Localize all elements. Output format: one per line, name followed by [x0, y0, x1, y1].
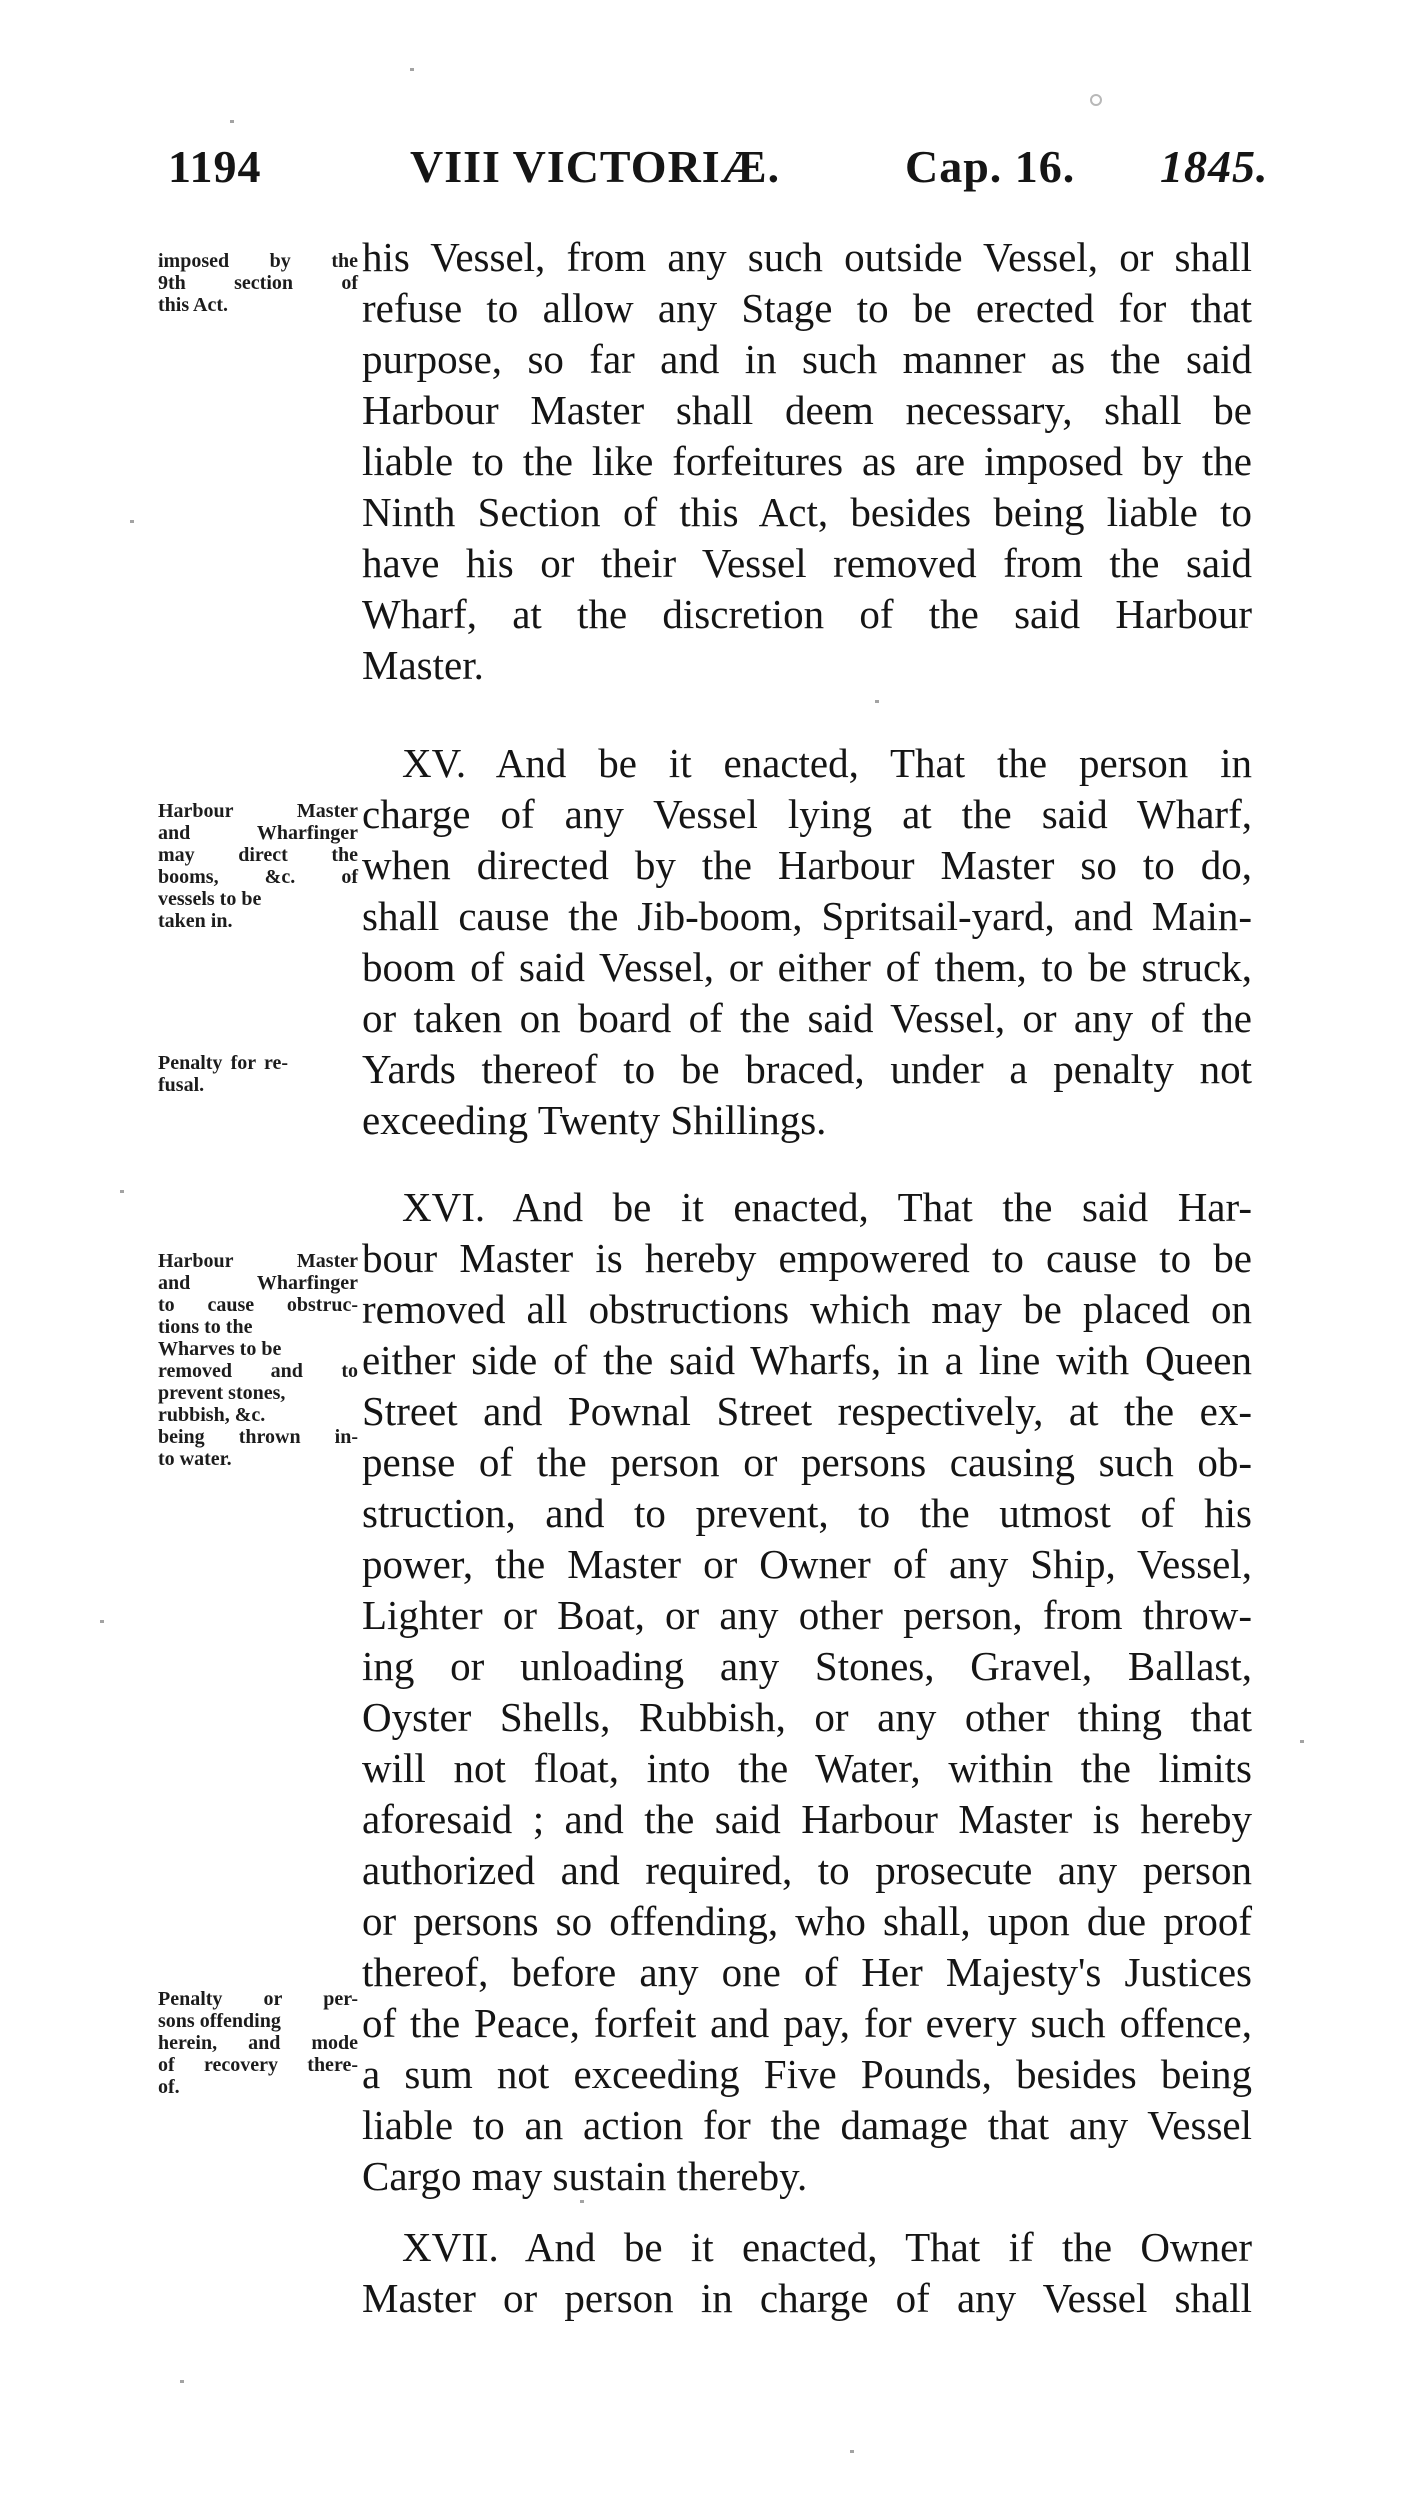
note-line: of. [158, 2076, 180, 2098]
note-line: Penalty for re- [158, 1052, 288, 1074]
note-line: and Wharfinger [158, 822, 358, 844]
marginal-note [158, 1250, 358, 1470]
text-line: will not float, into the Water, within the limits [362, 1745, 1252, 1791]
year-label: 1845. [1160, 141, 1269, 192]
marginal-note [158, 800, 358, 932]
text-line: Harbour Master shall deem necessary, shall be [362, 387, 1252, 433]
note-line: of recovery there- [158, 2054, 358, 2076]
text-line: Lighter or Boat, or any other person, from throw- [362, 1592, 1252, 1638]
note-line: to water. [158, 1448, 232, 1470]
print-speck [1090, 94, 1102, 106]
note-line: may direct the [158, 844, 358, 866]
print-speck [120, 1190, 124, 1193]
text-line: liable to the like forfeitures as are imposed by the [362, 438, 1252, 484]
text-line: aforesaid ; and the said Harbour Master is hereby [362, 1796, 1252, 1842]
note-line: this Act. [158, 294, 228, 316]
text-line: authorized and required, to prosecute any person [362, 1847, 1252, 1893]
note-line: fusal. [158, 1074, 205, 1096]
note-line: Harbour Master [158, 1250, 358, 1272]
text-line: removed all obstructions which may be placed on [362, 1286, 1252, 1332]
note-line: and Wharfinger [158, 1272, 358, 1294]
text-line: Master or person in charge of any Vessel shall [362, 2275, 1252, 2321]
text-line: ing or unloading any Stones, Gravel, Ballast, [362, 1643, 1252, 1689]
print-speck [850, 2450, 854, 2453]
marginal-note [158, 250, 358, 316]
note-line: to cause obstruc- [158, 1294, 358, 1316]
print-speck [130, 520, 134, 523]
section-heading-line: XVII. And be it enacted, That if the Owner [402, 2224, 1252, 2270]
running-title: VIII VICTORIÆ. [410, 141, 781, 192]
note-line: Wharves to be [158, 1338, 282, 1360]
text-line: refuse to allow any Stage to be erected for that [362, 285, 1252, 331]
note-line: rubbish, &c. [158, 1404, 266, 1426]
note-line: removed and to [158, 1360, 358, 1382]
text-line: Oyster Shells, Rubbish, or any other thing that [362, 1694, 1252, 1740]
note-line: Penalty or per- [158, 1988, 358, 2010]
text-line: thereof, before any one of Her Majesty's Justices [362, 1949, 1252, 1995]
text-line: power, the Master or Owner of any Ship, Vessel, [362, 1541, 1252, 1587]
section-xvi [362, 1182, 1252, 2202]
note-line: vessels to be [158, 888, 262, 910]
text-line: pense of the person or persons causing such ob- [362, 1439, 1252, 1485]
note-line: 9th section of [158, 272, 358, 294]
text-line: of the Peace, forfeit and pay, for every such offence, [362, 2000, 1252, 2046]
print-speck [100, 1620, 104, 1623]
text-line: or persons so offending, who shall, upon due proof [362, 1898, 1252, 1944]
text-line: Ninth Section of this Act, besides being liable to [362, 489, 1252, 535]
section-heading-line: XV. And be it enacted, That the person in [402, 740, 1252, 786]
print-speck [875, 700, 879, 703]
marginal-note [158, 1052, 288, 1096]
text-line: liable to an action for the damage that any Vessel [362, 2102, 1252, 2148]
paragraph-continuation [362, 232, 1252, 691]
section-heading-line: XVI. And be it enacted, That the said Har- [402, 1184, 1252, 1230]
print-speck [1300, 1740, 1304, 1743]
text-line: Master. [362, 642, 484, 688]
marginal-note [158, 1988, 358, 2098]
note-line: sons offending [158, 2010, 281, 2032]
text-line: Yards thereof to be braced, under a penalty not [362, 1046, 1252, 1092]
note-line: Harbour Master [158, 800, 358, 822]
text-line: a sum not exceeding Five Pounds, besides being [362, 2051, 1252, 2097]
text-line: charge of any Vessel lying at the said Wharf, [362, 791, 1252, 837]
print-speck [180, 2380, 184, 2383]
note-line: taken in. [158, 910, 233, 932]
print-speck [580, 2200, 584, 2203]
section-xv [362, 738, 1252, 1146]
note-line: herein, and mode [158, 2032, 358, 2054]
note-line: imposed by the [158, 250, 358, 272]
text-line: purpose, so far and in such manner as the said [362, 336, 1252, 382]
text-line: when directed by the Harbour Master so to do, [362, 842, 1252, 888]
text-line: Cargo may sustain thereby. [362, 2153, 808, 2199]
print-speck [230, 120, 234, 123]
note-line: booms, &c. of [158, 866, 358, 888]
note-line: being thrown in- [158, 1426, 358, 1448]
text-line: his Vessel, from any such outside Vessel, or shall [362, 234, 1252, 280]
text-line: struction, and to prevent, to the utmost of his [362, 1490, 1252, 1536]
text-line: bour Master is hereby empowered to cause to be [362, 1235, 1252, 1281]
text-line: Wharf, at the discretion of the said Harbour [362, 591, 1252, 637]
text-line: or taken on board of the said Vessel, or any of the [362, 995, 1252, 1041]
chapter-label: Cap. 16. [905, 141, 1076, 192]
page-number: 1194 [168, 141, 262, 192]
text-line: have his or their Vessel removed from the said [362, 540, 1252, 586]
text-line: boom of said Vessel, or either of them, to be struck, [362, 944, 1252, 990]
note-line: prevent stones, [158, 1382, 286, 1404]
section-xvii [362, 2222, 1252, 2324]
text-line: exceeding Twenty Shillings. [362, 1097, 827, 1143]
note-line: tions to the [158, 1316, 253, 1338]
text-line: Street and Pownal Street respectively, at the ex- [362, 1388, 1252, 1434]
text-line: shall cause the Jib-boom, Spritsail-yard, and Main- [362, 893, 1252, 939]
text-line: either side of the said Wharfs, in a line with Queen [362, 1337, 1252, 1383]
print-speck [410, 68, 414, 71]
page-header [160, 140, 1269, 200]
